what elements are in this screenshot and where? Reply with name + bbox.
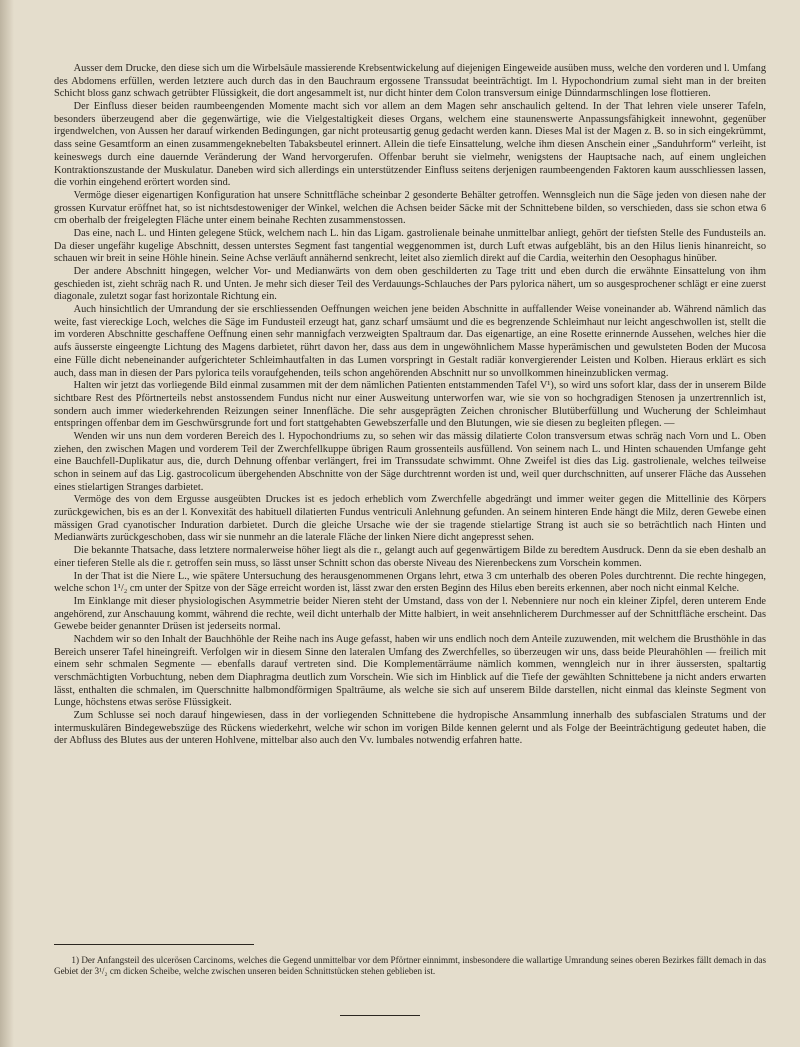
paragraph-4: Das eine, nach L. und Hinten gelegene Stück, welchem nach L. hin das Ligam. gastrolienale beinahe unmittelbar anliegt, gehört der tiefsten Stelle des Fundusteils an. Da dieser ungefähr kugelige Abschnitt, dessen unterstes Segment fast tangential weggenommen ist, durch Luft etwas aufgebläht, bis an den Hilus lienis hinanreicht, so schauen wir breit in seine Höhle hinein. Seine Achse verläuft annähernd senkrecht, leitet also ziemlich direkt auf die Cardia, weiterhin den Oesophagus hinüber. bbox=[54, 227, 766, 265]
paragraph-3: Vermöge dieser eigenartigen Konfiguration hat unsere Schnittfläche scheinbar 2 gesonderte Behälter getroffen. Wennsgleich nun die Säge jeden von diesen nahe der grossen Kurvatur eröffnet hat, so ist nichtsdestoweniger der Winkel, welchen die Achsen beider Säcke mit der Schnittebene bilden, so verschieden, dass sie schon etwa 6 cm oberhalb der freigelegten Fläche unter einem beinahe Rechten zusammenstossen. bbox=[54, 189, 766, 227]
paragraph-7: Halten wir jetzt das vorliegende Bild einmal zusammen mit der dem nämlichen Patienten entstammenden Tafel V¹), so wird uns sofort klar, dass der in unserem Bilde sichtbare Rest des Pförtnerteils nebst anstossendem Fundus nicht nur einer Ausweitung unterworfen war, wie sie von so hochgradigen Stenosen ja unzertrennlich ist, sondern auch immer wiederkehrenden Reizungen seiner Innenfläche. Die sehr ausgeprägten Zeichen chronischer Blutüberfüllung und Wucherung der Schleimhaut entspringen offenbar dem im Geschwürsgrunde fort und fort stattgehabten Gewebszerfalle und den Blutungen, wie sie diesen zu begleiten pflegen. — bbox=[54, 380, 766, 430]
paragraph-10: Die bekannte Thatsache, dass letztere normalerweise höher liegt als die r., gelangt auch auf gegenwärtigem Bilde zu beredtem Ausdruck. Denn da sie eben deshalb an einer tieferen Stelle als die r. getroffen sein muss, so lässt unser Schnitt schon das oberste Niveau des Nierenbeckens zum Vorschein kommen. bbox=[54, 545, 766, 569]
footnote-divider bbox=[54, 944, 254, 945]
paragraph-8: Wenden wir uns nun dem vorderen Bereich des l. Hypochondriums zu, so sehen wir das mässig dilatierte Colon transversum etwas schräg nach Vorn und L. Oben ziehen, den zwischen Magen und vorderem Teil der Zwerchfellkuppe übrigen Raum grossenteils ausfüllend. Von seinem nach L. und Hinten schauenden Umfange geht eine Bauchfell-Duplikatur aus, die, durch Dehnung offenbar verlängert, frei im Transsudate schwimmt. Ohne Zweifel ist dies das Lig. gastrolienale, welches teilweise schon in seinem auf das Lig. gastrocolicum übergehenden Abschnitte von der Säge durchtrennt worden ist und, weil quer durchschnitten, auf unserer Fläche das Aussehen eines stielartigen Stranges darbietet. bbox=[54, 430, 766, 493]
paragraph-14: Zum Schlusse sei noch darauf hingewiesen, dass in der vorliegenden Schnittebene die hydropische Ansammlung innerhalb des subfascialen Stratums und der intermuskulären Bindegewebszüge des Rückens wiederkehrt, welche wir schon im vorigen Bilde kennen gelernt und als Folge der Beeinträchtigung gedeutet haben, die der Abfluss des Blutes aus der unteren Hohlvene, mittelbar also auch den Vv. lumbales notwendig erfahren hatte. bbox=[54, 710, 766, 747]
paragraph-2: Der Einfluss dieser beiden raumbeengenden Momente macht sich vor allem an dem Magen sehr anschaulich geltend. In der That lehren viele unserer Tafeln, besonders überzeugend aber die gegenwärtige, wie die Vielgestaltigkeit dieses Organs, welchem eine staunenswerte Anpassungsfähigkeit innewohnt, gegenüber irgendwelchen, von Aussen her darauf wirkenden Bedingungen, gar nicht proteusartig genug gedacht werden kann. Dieses Mal ist der Magen z. B. so in sich eingekrümmt, dass seine Gesamtform an einen zusammengeknebelten Tabaksbeutel erinnert. Allein die tiefe Einsattelung, welche ihm diesen Anschein einer „Sanduhrform“ verleiht, ist keineswegs durch eine dauernde Veränderung der Wand hervorgerufen. Offenbar beruht sie vielmehr, wenigstens der Hauptsache nach, auf einem ungleichen Kontraktionszustande der Muskulatur. Daneben wird sich allerdings ein unterstützender Einfluss seitens derjenigen raumbeengenden Faktoren kaum ausschliessen lassen, die vorhin eingehend erörtert worden sind. bbox=[54, 101, 766, 189]
paragraph-9: Vermöge des von dem Ergusse ausgeübten Druckes ist es jedoch erheblich vom Zwerchfelle abgedrängt und immer weiter gegen die Mittellinie des Körpers zurückgewichen, bis es an der l. Konvexität des habituell dilatierten Fundus ventriculi Anlehnung gefunden. An seinem hinteren Ende hängt die Milz, deren Gewebe einen mässigen Grad cyanotischer Induration darbietet. Durch die gleiche Ursache wie der sie tragende stielartige Strang ist auch sie so beträchtlich nach Hinten und Medianwärts zurückgeschoben, dass wir sie nunmehr an die laterale Fläche der linken Niere dicht angepresst sehen. bbox=[54, 494, 766, 544]
paragraph-13: Nachdem wir so den Inhalt der Bauchhöhle der Reihe nach ins Auge gefasst, haben wir uns endlich noch dem Anteile zuzuwenden, mit welchem die Brusthöhle in das Bereich unserer Tafel hineingreift. Verfolgen wir in diesem Sinne den lateralen Umfang des Zwerchfelles, so überzeugen wir uns, dass beide Pleurahöhlen — freilich mit einem sehr schmalen Segmente — ebenfalls darauf vertreten sind. Die Komplementärräume nämlich kommen, wenngleich nur in ihrer äussersten, spaltartig verschmächtigten Vorbuchtung, neben dem Diaphragma deutlich zum Vorschein. Wie sich im Hinblick auf die Tiefe der gewählten Schnittebene ja nicht anders erwarten lässt, enthalten die schmalen, im Querschnitte halbmondförmigen Spalträume, als welche sie sich auf unserem Bilde darstellen, nicht einmal das kleinste Segment von Lunge, höchstens etwas seröse Flüssigkeit. bbox=[54, 633, 766, 709]
paragraph-12: Im Einklange mit dieser physiologischen Asymmetrie beider Nieren steht der Umstand, dass von der l. Nebenniere nur noch ein kleiner Zipfel, deren unterem Ende angehörend, zur Anschauung kommt, während die rechte, weil dicht unterhalb der Mitte halbiert, in weit ansehnlicherem Durchmesser auf der Schnittfläche erscheint. Das Gewebe beider genannter Drüsen ist jederseits normal. bbox=[54, 595, 766, 633]
end-rule bbox=[340, 1015, 420, 1016]
page-binding-shadow bbox=[0, 0, 14, 1047]
body-text bbox=[54, 63, 766, 748]
paragraph-6: Auch hinsichtlich der Umrandung der sie erschliessenden Oeffnungen weichen jene beiden Abschnitte in auffallender Weise voneinander ab. Während nämlich das weite, fast viereckige Loch, welches die Säge im Fundusteil erzeugt hat, ganz scharf umsäumt und die es begrenzende Schleimhaut nur leicht angeschwollen ist, stellt die im vorderen Abschnitte geschaffene Oeffnung einen sehr mannigfach verzweigten Spaltraum dar. Das eigenartige, an eine Rosette erinnernde Aussehen, welches hier die aufs äusserste eingeengte Lichtung des Magens darbietet, rührt davon her, dass aus dem in ungewöhnlichem Masse hyperämischen und gewulsteten Boden der Mucosa eine Fülle dicht nebeneinander aufgerichteter Schleimhautfalten in das Lumen vorspringt in Gestalt radiär konvergierender Leisten und Kolben. Hieraus erklärt es sich auch, dass man in diesen der Pars pylorica teils voraufgehenden, teils schon angehörenden Abschnitt nur so unvollkommen hineinzublicken vermag. bbox=[54, 304, 766, 379]
footnote bbox=[54, 955, 766, 976]
paragraph-5: Der andere Abschnitt hingegen, welcher Vor- und Medianwärts von dem oben geschilderten zu Tage tritt und eben durch die erwähnte Einsattelung von ihm geschieden ist, zieht schräg nach R. und Unten. Je mehr sich dieser Teil des Verdauungs-Schlauches der Pars pylorica nähert, um so ausgesprochener schlägt er eine zuerst diagonale, zuletzt sogar fast horizontale Richtung ein. bbox=[54, 266, 766, 303]
paragraph-1: Ausser dem Drucke, den diese sich um die Wirbelsäule massierende Krebsentwickelung auf diejenigen Eingeweide ausüben muss, welche den vorderen und l. Umfang des Abdomens erfüllen, werden letztere auch durch das in den Bauchraum ergossene Transsudat beeinträchtigt. Im l. Hypochondrium zumal sieht man in der breiten Schicht bloss ganz schwach getrübter Flüssigkeit, die dort angesammelt ist, nur dicht hinter dem Colon transversum einige Dünndarmschlingen lose flottieren. bbox=[54, 63, 766, 100]
paragraph-11: In der That ist die Niere L., wie spätere Untersuchung des herausgenommenen Organs lehrt, etwa 3 cm unterhalb des oberen Poles durchtrennt. Die rechte hingegen, welche schon 1¹/₂ cm unter der Spitze von der Säge erreicht worden ist, lässt zwar den ersten Beginn des Hilus eben bereits erkennen, aber noch nicht einmal Kelche. bbox=[54, 570, 766, 595]
footnote-text: 1) Der Anfangsteil des ulcerösen Carcinoms, welches die Gegend unmittelbar vor dem Pförtner einnimmt, insbesondere die wallartige Umrandung seines oberen Bezirkes fällt demach in das Gebiet der 3¹/₂ cm dicken Scheibe, welche zwischen unseren beiden Schnittstücken stehen geblieben ist. bbox=[54, 955, 766, 976]
